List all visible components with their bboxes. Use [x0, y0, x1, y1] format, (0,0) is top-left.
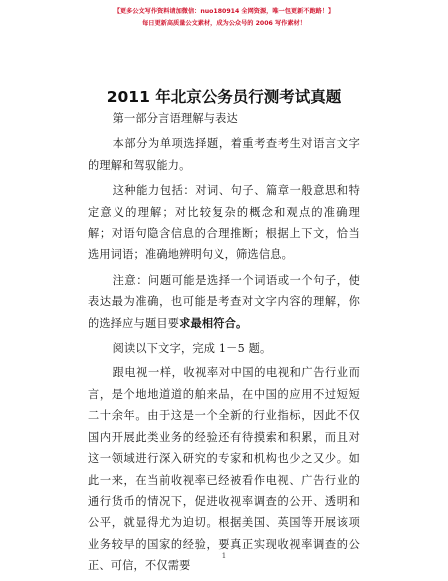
note-text: 注意：问题可能是选择一个词语或一个句子，使表达最为准确，也可能是考查对文字内容的理解，你的选择应与题目要 [88, 273, 360, 330]
note-bold-text: 求最相符合。 [179, 316, 248, 330]
promo-banner [0, 6, 448, 30]
page-title: 2011 年北京公务员行测考试真题 [106, 88, 342, 106]
paragraph-passage: 跟电视一样，收视率对中国的电视和广告行业而言，是个地地道道的舶来品，在中国的应用不过短短二十余年。由于这是一个全新的行业指标，因此不仅国内开展此类业务的经验还有待摸索和积累，而且对这一领域进行深入研究的专家和机构也少之又少。如此一来，在当前收视率已经被看作电视、广告行业的通行货币的情况下，促进收视率调查的公开、透明和公平，就显得尤为迫切。根据美国、英国等开展该项业务较早的国家的经验，要真正实现收视率调查的公正、可信，不仅需要 [88, 366, 360, 573]
paragraph-instruction: 阅读以下文字，完成 1－5 题。 [112, 342, 272, 356]
banner-line-2: 每日更新高质量公文素材，成为公众号的 2006 写作素材！ [142, 20, 306, 27]
section-heading: 第一部分言语理解与表达 [112, 112, 238, 125]
paragraph-note [88, 270, 360, 334]
page-number: 1 [221, 552, 227, 560]
paragraph-intro: 本部分为单项选择题，着重考查考生对语言文字的理解和驾驭能力。 [88, 137, 360, 172]
document-body [88, 108, 360, 581]
banner-line-1: 【更多公文写作资料请加微信：nuo180914 全网资源，唯一包更新不跑路！】 [113, 8, 335, 15]
paragraph-abilities: 这种能力包括：对词、句子、篇章一般意思和特定意义的理解；对比较复杂的概念和观点的准确理解；对语句隐含信息的合理推断；根据上下文，恰当选用词语；准确地辨明句义，筛选信息。 [88, 184, 360, 262]
